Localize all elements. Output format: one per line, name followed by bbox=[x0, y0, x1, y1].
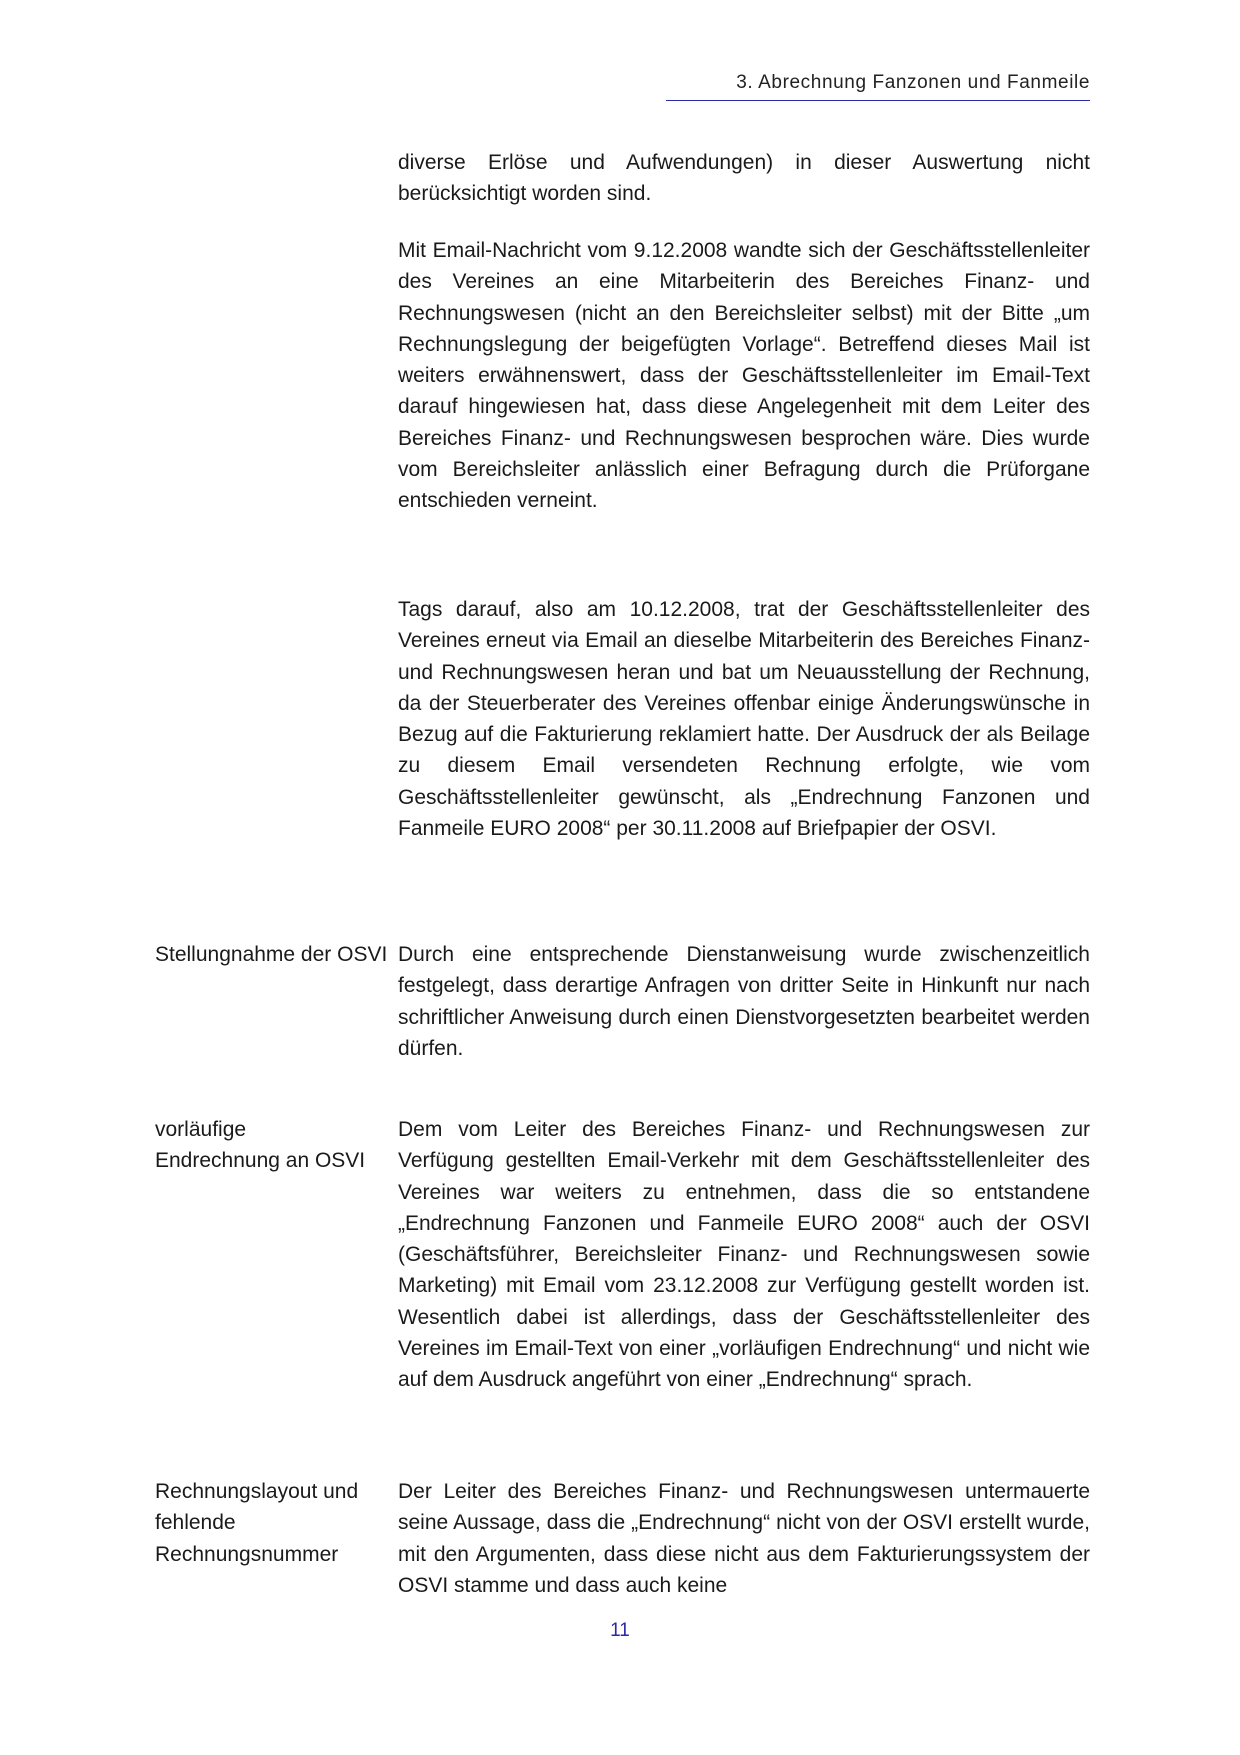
paragraph-rechnungslayout: Der Leiter des Bereiches Finanz- und Rechnungswesen untermauerte seine Aussage, dass die „Endrechnung“ nicht von der OSVI erstellt wurde, mit den Argumenten, dass diese nicht aus dem Fakturierungssystem der OSVI stamme und dass auch keine bbox=[398, 1480, 1090, 1597]
margin-note-vorlaeufige-endrechnung: vorläufige Endrechnung an OSVI bbox=[155, 1118, 366, 1173]
page-number: 11 bbox=[610, 1620, 630, 1641]
running-header: 3. Abrechnung Fanzonen und Fanmeile bbox=[736, 72, 1090, 93]
margin-note-rechnungslayout: Rechnungslayout und fehlende Rechnungsnummer bbox=[155, 1480, 359, 1566]
header-rule bbox=[666, 100, 1090, 101]
paragraph-email-10-12-2008: Tags darauf, also am 10.12.2008, trat der Geschäftsstellenleiter des Vereines erneut via Email an dieselbe Mitarbeiterin des Bereiches Finanz- und Rechnungswesen heran und bat um Neuausstellung der Rechnung, da der Steuerberater des Vereines offenbar einige Änderungswünsche in Bezug auf die Fakturierung reklamiert hatte. Der Ausdruck der als Beilage zu diesem Email versendeten Rechnung erfolgte, wie vom Geschäftsstellenleiter gewünscht, als „Endrechnung Fanzonen und Fanmeile EURO 2008“ per 30.11.2008 auf Briefpapier der OSVI. bbox=[398, 598, 1090, 841]
margin-note-stellungnahme: Stellungnahme der OSVI bbox=[155, 943, 388, 966]
paragraph-email-9-12-2008: Mit Email-Nachricht vom 9.12.2008 wandte sich der Geschäftsstellenleiter des Vereines an eine Mitarbeiterin des Bereiches Finanz- und Rechnungswesen (nicht an den Bereichsleiter selbst) mit der Bitte „um Rechnungslegung der beigefügten Vorlage“. Betreffend dieses Mail ist weiters erwähnenswert, dass der Geschäftsstellenleiter im Email-Text darauf hingewiesen hat, dass diese Angelegenheit mit dem Leiter des Bereiches Finanz- und Rechnungswesen besprochen wäre. Dies wurde vom Bereichsleiter anlässlich einer Befragung durch die Prüforgane entschieden verneint. bbox=[398, 239, 1090, 513]
paragraph-stellungnahme: Durch eine entsprechende Dienstanweisung wurde zwischenzeitlich festgelegt, dass derartige Anfragen von dritter Seite in Hinkunft nur nach schriftlicher Anweisung durch einen Dienstvorgesetzten bearbeitet werden dürfen. bbox=[398, 943, 1090, 1060]
paragraph-continuation: diverse Erlöse und Aufwendungen) in dieser Auswertung nicht berücksichtigt worden sind. bbox=[398, 151, 1090, 206]
paragraph-vorlaeufige-endrechnung: Dem vom Leiter des Bereiches Finanz- und Rechnungswesen zur Verfügung gestellten Email-Verkehr mit dem Geschäftsstellenleiter des Vereines war weiters zu entnehmen, dass die so entstandene „Endrechnung Fanzonen und Fanmeile EURO 2008“ auch der OSVI (Geschäftsführer, Bereichsleiter Finanz- und Rechnungswesen sowie Marketing) mit Email vom 23.12.2008 zur Verfügung gestellt worden ist. Wesentlich dabei ist allerdings, dass der Geschäftsstellenleiter des Vereines im Email-Text von einer „vorläufigen Endrechnung“ und nicht wie auf dem Ausdruck angeführt von einer „Endrechnung“ sprach. bbox=[398, 1118, 1090, 1392]
